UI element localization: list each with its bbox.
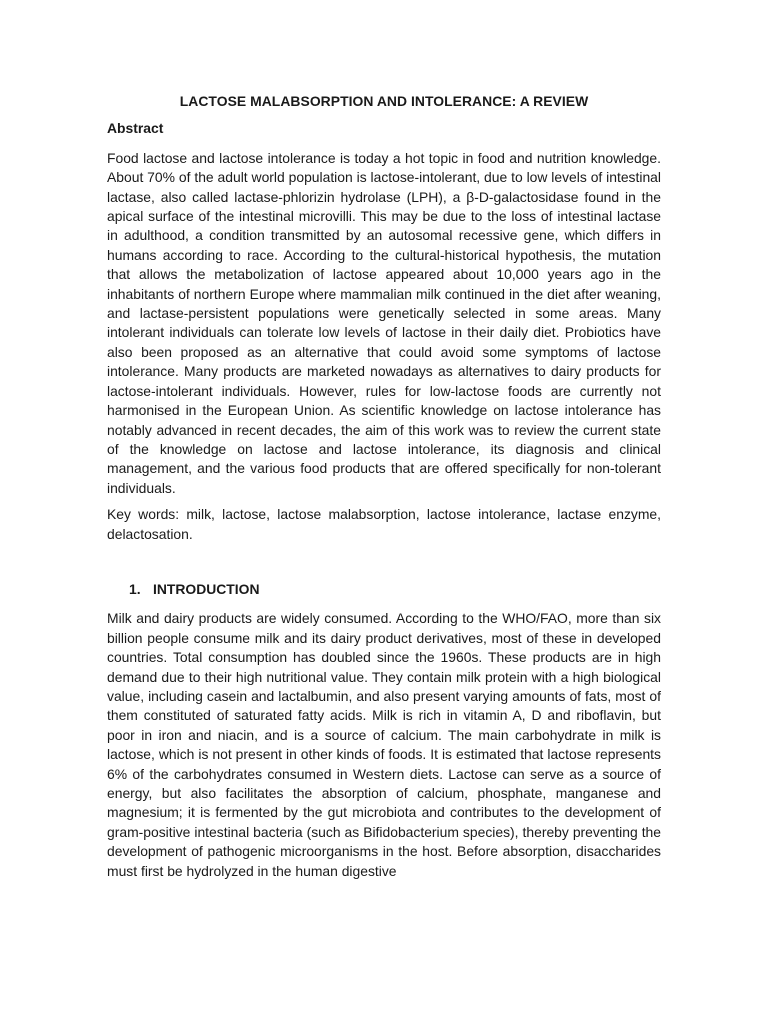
section-number: 1. — [129, 580, 141, 597]
introduction-paragraph: Milk and dairy products are widely consumed. According to the WHO/FAO, more than six billion people consume milk and its dairy product derivatives, most of these in developed countries. Total consumption has doubled since the 1960s. These products are in high demand due to their high nutritional value. They contain milk protein with a high biological value, including casein and lactalbumin, and also present varying amounts of fats, most of them constituted of saturated fatty acids. Milk is rich in vitamin A, D and riboflavin, but poor in iron and niacin, and is a source of calcium. The main carbohydrate in milk is lactose, which is not present in other kinds of foods. It is estimated that lactose represents 6% of the carbohydrates consumed in Western diets. Lactose can serve as a source of energy, but also facilitates the absorption of calcium, phosphate, manganese and magnesium; it is fermented by the gut microbiota and contributes to the development of gram-positive intestinal bacteria (such as Bifidobacterium species), thereby preventing the development of pathogenic microorganisms in the host. Before absorption, disaccharides must first be hydrolyzed in the human digestive — [107, 610, 661, 879]
paper-title: LACTOSE MALABSORPTION AND INTOLERANCE: A REVIEW — [179, 93, 589, 109]
document-page — [107, 92, 661, 888]
keywords-paragraph: Key words: milk, lactose, lactose malabsorption, lactose intolerance, lactase enzyme, delactosation. — [107, 506, 661, 542]
abstract-paragraph: Food lactose and lactose intolerance is today a hot topic in food and nutrition knowledge. About 70% of the adult world population is lactose-intolerant, due to low levels of intestinal lactase, also called lactase-phlorizin hydrolase (LPH), a β-D-galactosidase found in the apical surface of the intestinal microvilli. This may be due to the loss of intestinal lactase in adulthood, a condition transmitted by an autosomal recessive gene, which differs in humans according to race. According to the cultural-historical hypothesis, the mutation that allows the metabolization of lactose appeared about 10,000 years ago in the inhabitants of northern Europe where mammalian milk continued in the diet after weaning, and lactase-persistent populations were genetically selected in some areas. Many intolerant individuals can tolerate low levels of lactose in their daily diet. Probiotics have also been proposed as an alternative that could avoid some symptoms of lactose intolerance. Many products are marketed nowadays as alternatives to dairy products for lactose-intolerant individuals. However, rules for low-lactose foods are currently not harmonised in the European Union. As scientific knowledge on lactose intolerance has notably advanced in recent decades, the aim of this work was to review the current state of the knowledge on lactose and lactose intolerance, its diagnosis and clinical management, and the various food products that are offered specifically for non-tolerant individuals. — [107, 149, 661, 496]
section-title: INTRODUCTION — [153, 580, 260, 597]
section-heading-introduction — [107, 580, 661, 599]
abstract-heading: Abstract — [107, 120, 164, 137]
